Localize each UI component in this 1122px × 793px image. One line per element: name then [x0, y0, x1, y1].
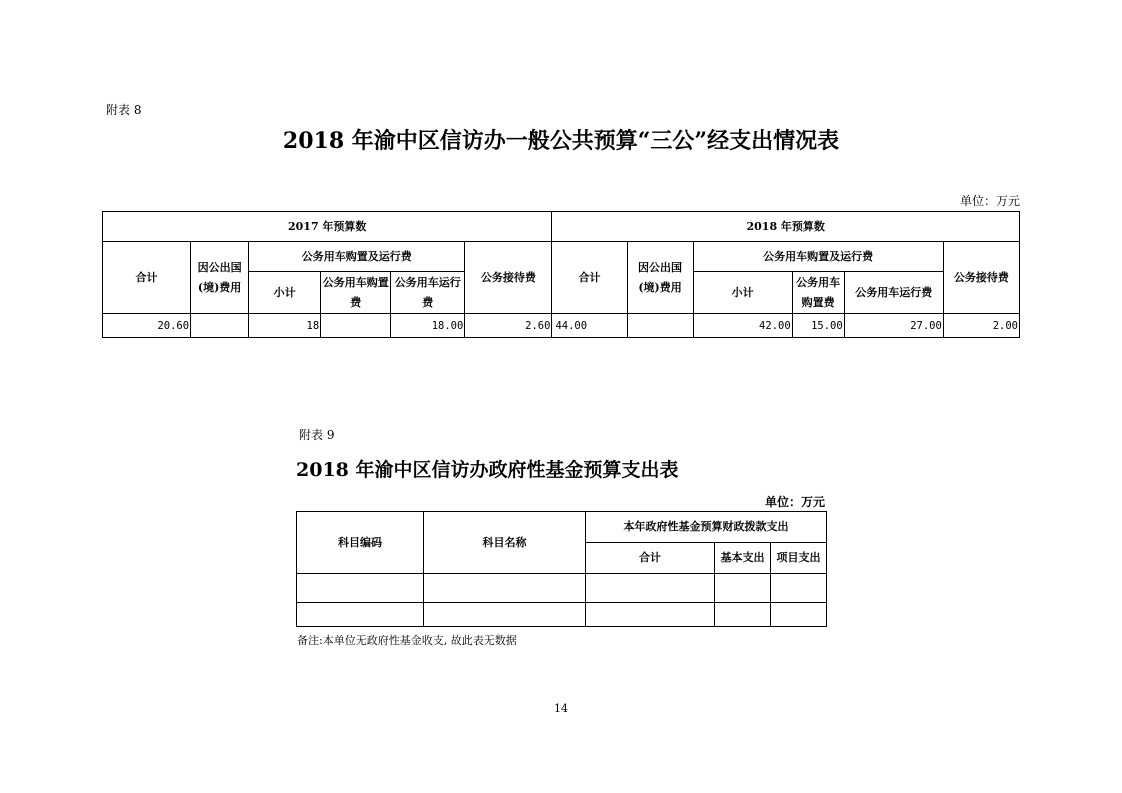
table-9-government-fund-expenditure — [296, 511, 827, 627]
table-row — [297, 603, 827, 627]
header-2018-reception: 公务接待费 — [943, 242, 1019, 314]
cell-2018-subtotal: 42.00 — [693, 314, 792, 338]
header-basic-expenditure: 基本支出 — [715, 543, 771, 574]
appendix-9-label: 附表 9 — [299, 428, 335, 442]
cell-2017-reception: 2.60 — [465, 314, 552, 338]
cell-2017-total: 20.60 — [103, 314, 191, 338]
table-9-title: 2018 年渝中区信访办政府性基金预算支出表 — [296, 459, 679, 481]
cell-2017-subtotal: 18 — [249, 314, 321, 338]
header-2018-total: 合计 — [552, 242, 627, 314]
cell-2017-vehicle-running: 18.00 — [391, 314, 465, 338]
table-8-unit: 单位：万元 — [960, 194, 1021, 208]
table-row — [103, 314, 1020, 338]
table-row — [297, 574, 827, 603]
table-9-note: 备注:本单位无政府性基金收支, 故此表无数据 — [297, 634, 517, 647]
header-2018-vehicle-purchase: 公务用车购置费 — [792, 272, 844, 314]
header-subject-name: 科目名称 — [424, 512, 586, 574]
header-2017-vehicle-group: 公务用车购置及运行费 — [249, 242, 465, 272]
header-fund-expenditure-group: 本年政府性基金预算财政拨款支出 — [586, 512, 827, 543]
header-2018-vehicle-running: 公务用车运行费 — [844, 272, 943, 314]
header-subject-code: 科目编码 — [297, 512, 424, 574]
cell-2018-abroad — [627, 314, 693, 338]
table-8-title: 2018 年渝中区信访办一般公共预算“三公”经支出情况表 — [282, 128, 840, 154]
header-2017-budget: 2017 年预算数 — [103, 212, 552, 242]
header-2017-subtotal: 小计 — [249, 272, 321, 314]
header-fund-total: 合计 — [586, 543, 715, 574]
cell-2017-vehicle-purchase — [321, 314, 391, 338]
header-project-expenditure: 项目支出 — [771, 543, 827, 574]
header-2017-vehicle-running: 公务用车运行费 — [391, 272, 465, 314]
table-9-unit: 单位：万元 — [765, 495, 826, 509]
cell-2018-vehicle-running: 27.00 — [844, 314, 943, 338]
header-2017-vehicle-purchase: 公务用车购置费 — [321, 272, 391, 314]
header-2018-vehicle-group: 公务用车购置及运行费 — [693, 242, 943, 272]
cell-2017-abroad — [191, 314, 249, 338]
header-2017-abroad: 因公出国(境)费用 — [191, 242, 249, 314]
cell-2018-total: 44.00 — [552, 314, 627, 338]
header-2017-total: 合计 — [103, 242, 191, 314]
page-number: 14 — [554, 702, 568, 715]
appendix-8-label: 附表 8 — [106, 103, 142, 117]
header-2018-abroad: 因公出国(境)费用 — [627, 242, 693, 314]
cell-2018-reception: 2.00 — [943, 314, 1019, 338]
header-2018-subtotal: 小计 — [693, 272, 792, 314]
header-2018-budget: 2018 年预算数 — [552, 212, 1020, 242]
header-2017-reception: 公务接待费 — [465, 242, 552, 314]
table-8-three-public-expenses — [102, 211, 1020, 338]
cell-2018-vehicle-purchase: 15.00 — [792, 314, 844, 338]
